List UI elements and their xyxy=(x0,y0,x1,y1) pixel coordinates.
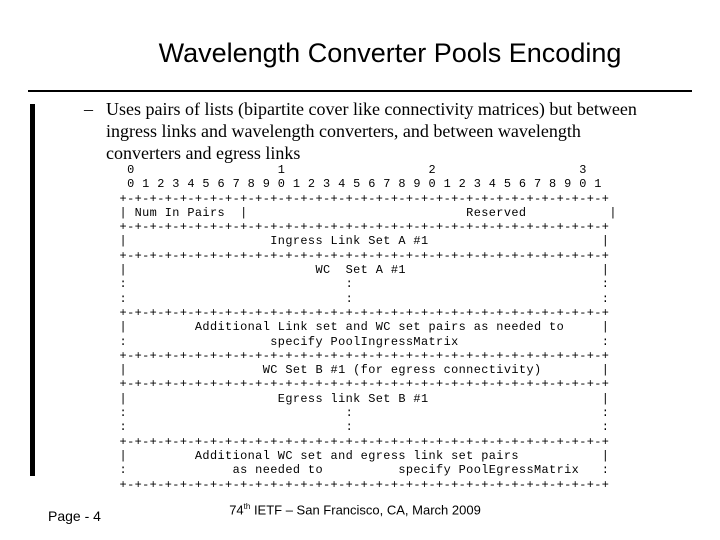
diagram-line: 0 1 2 3 4 5 6 7 8 9 0 1 2 3 4 5 6 7 8 9 0 1 2 3 4 5 6 7 8 9 0 1 xyxy=(112,177,602,192)
diagram-line: +-+-+-+-+-+-+-+-+-+-+-+-+-+-+-+-+-+-+-+-+-+-+-+-+-+-+-+-+-+-+-+-+ xyxy=(112,305,610,320)
page-number: Page - 4 xyxy=(48,508,101,524)
diagram-line: +-+-+-+-+-+-+-+-+-+-+-+-+-+-+-+-+-+-+-+-+-+-+-+-+-+-+-+-+-+-+-+-+ xyxy=(112,191,610,206)
diagram-line: : specify PoolIngressMatrix : xyxy=(112,334,610,349)
diagram-line: 0 1 2 3 xyxy=(112,163,587,177)
diagram-line: | Additional WC set and egress link set pairs | xyxy=(112,448,610,463)
diagram-line: | Ingress Link Set A #1 | xyxy=(112,234,610,249)
diagram-line: : : : xyxy=(112,406,610,421)
diagram-line: +-+-+-+-+-+-+-+-+-+-+-+-+-+-+-+-+-+-+-+-+-+-+-+-+-+-+-+-+-+-+-+-+ xyxy=(112,248,610,263)
diagram-line: : : : xyxy=(112,291,610,306)
diagram-line: : : : xyxy=(112,420,610,435)
diagram-line: | Egress link Set B #1 | xyxy=(112,391,610,406)
diagram-line: | WC Set B #1 (for egress connectivity) | xyxy=(112,363,610,378)
bullet-item xyxy=(84,98,644,164)
footer-meeting-text: IETF – San Francisco, CA, March 2009 xyxy=(250,502,481,518)
diagram-line: : : : xyxy=(112,277,610,292)
diagram-line: : as needed to specify PoolEgressMatrix : xyxy=(112,463,610,478)
diagram-line: +-+-+-+-+-+-+-+-+-+-+-+-+-+-+-+-+-+-+-+-+-+-+-+-+-+-+-+-+-+-+-+-+ xyxy=(112,434,610,449)
packet-format-diagram xyxy=(112,163,617,492)
diagram-line: +-+-+-+-+-+-+-+-+-+-+-+-+-+-+-+-+-+-+-+-+-+-+-+-+-+-+-+-+-+-+-+-+ xyxy=(112,220,610,235)
title-divider xyxy=(28,90,692,92)
footer-meeting-suffix: th xyxy=(243,502,251,511)
footer-meeting xyxy=(0,502,710,517)
bullet-text: Uses pairs of lists (bipartite cover like connectivity matrices) but between ingress links and wavelength converters, and between wavelength converters and egress links xyxy=(106,99,637,163)
left-sidebar-bar xyxy=(30,104,35,476)
diagram-line: | WC Set A #1 | xyxy=(112,263,610,278)
diagram-line: | Additional Link set and WC set pairs as needed to | xyxy=(112,320,610,335)
diagram-line: +-+-+-+-+-+-+-+-+-+-+-+-+-+-+-+-+-+-+-+-+-+-+-+-+-+-+-+-+-+-+-+-+ xyxy=(112,377,610,392)
diagram-line: +-+-+-+-+-+-+-+-+-+-+-+-+-+-+-+-+-+-+-+-+-+-+-+-+-+-+-+-+-+-+-+-+ xyxy=(112,477,610,492)
diagram-line: | Num In Pairs | Reserved | xyxy=(112,205,617,220)
footer-meeting-number: 74 xyxy=(229,502,244,518)
diagram-line: +-+-+-+-+-+-+-+-+-+-+-+-+-+-+-+-+-+-+-+-+-+-+-+-+-+-+-+-+-+-+-+-+ xyxy=(112,348,610,363)
bullet-dash: – xyxy=(84,99,93,119)
slide-title: Wavelength Converter Pools Encoding xyxy=(158,38,622,68)
